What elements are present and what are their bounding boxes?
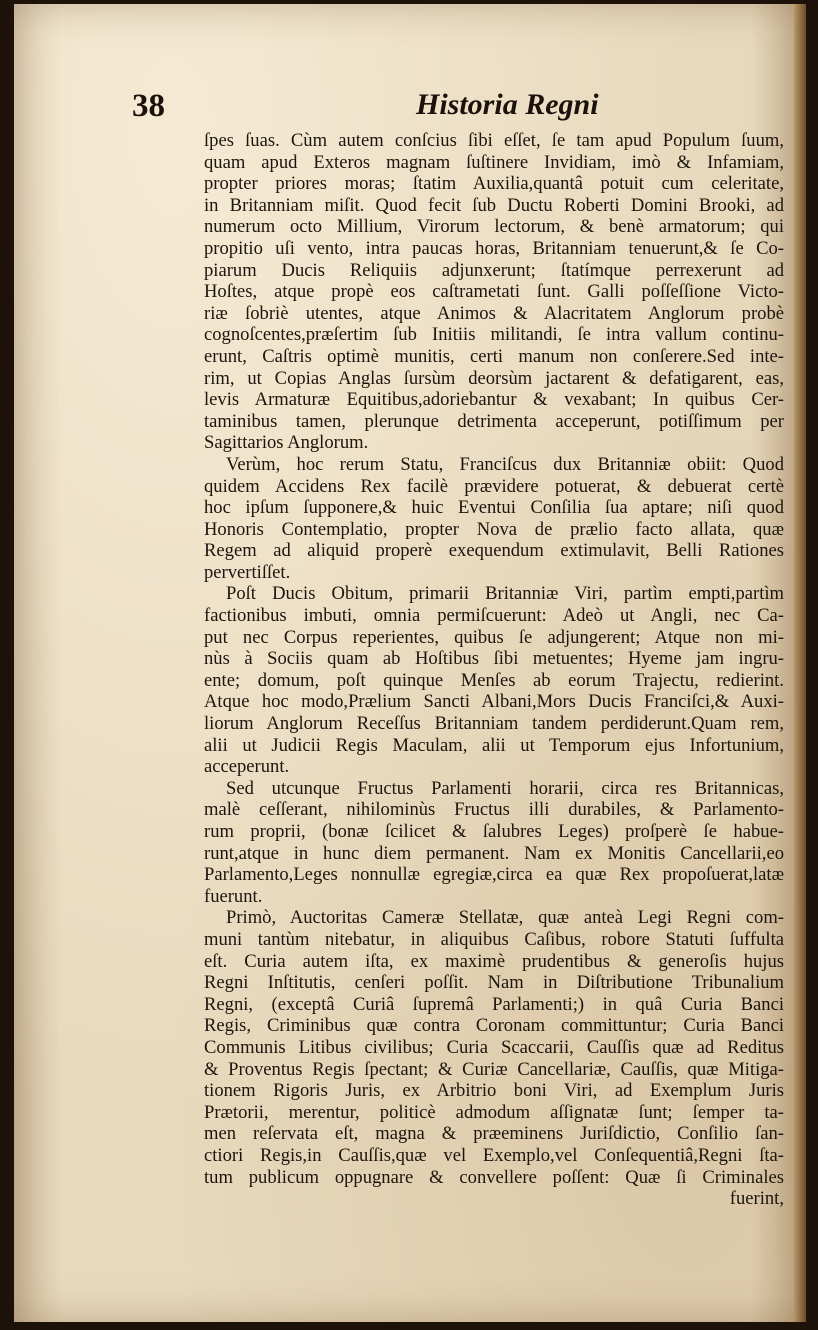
text-line: numerum octo Millium, Virorum lectorum, & benè armatorum; qui xyxy=(204,216,784,238)
text-line: pervertiſſet. xyxy=(204,561,291,583)
text-line: runt,atque in hunc diem permanent. Nam ex Monitis Cancellarii,eo xyxy=(204,842,784,864)
text-line: tionem Rigoris Juris, ex Arbitrio boni Viri, ad Exemplum Juris xyxy=(204,1080,784,1102)
text-line: Hoſtes, atque propè eos caſtrametati ſunt. Galli poſſeſſione Victo- xyxy=(204,281,784,303)
text-line: quam apud Exteros magnam ſuſtinere Invidiam, imò & Infamiam, xyxy=(204,151,784,173)
text-line: propitio uſi vento, intra paucas horas, Britanniam tenuerunt,& ſe Co- xyxy=(204,237,784,259)
text-line: nùs à Sociis quam ab Hoſtibus ſibi metuentes; Hyeme jam ingru- xyxy=(204,648,784,670)
text-line: erunt, Caſtris optimè munitis, certi manum non conſerere.Sed inte- xyxy=(204,345,784,367)
body-text xyxy=(204,130,784,1210)
text-line: alii ut Judicii Regis Maculam, alii ut Temporum ejus Infortunium, xyxy=(204,734,784,756)
text-line: propter priores moras; ſtatim Auxilia,quantâ potuit cum celeritate, xyxy=(204,173,784,195)
page-number: 38 xyxy=(132,88,165,124)
text-line: Parlamento,Leges nonnullæ egregiæ,circa ea quæ Rex propoſuerat,latæ xyxy=(204,864,784,886)
book-page xyxy=(14,4,806,1322)
text-line: hoc ipſum ſupponere,& huic Eventui Conſilia ſua aptare; niſi quod xyxy=(204,497,784,519)
running-title: Historia Regni xyxy=(416,88,599,121)
paragraph-start-line: Poſt Ducis Obitum, primarii Britanniæ Viri, partìm empti,partìm xyxy=(226,583,784,605)
text-line: riæ ſobriè utentes, atque Animos & Alacritatem Anglorum probè xyxy=(204,302,784,324)
text-line: put nec Corpus reperientes, quibus ſe adjungerent; Atque non mi- xyxy=(204,626,784,648)
text-line: piarum Ducis Reliquiis adjunxerunt; ſtatímque perrexerunt ad xyxy=(204,259,784,281)
text-line: Regni Inſtitutis, cenſeri poſſit. Nam in Diſtributione Tribunalium xyxy=(204,972,784,994)
page-gutter-shadow xyxy=(794,4,806,1322)
text-line: men reſervata eſt, magna & præeminens Juriſdictio, Conſilio ſan- xyxy=(204,1123,784,1145)
text-line: Prætorii, merentur, politicè admodum aſſignatæ ſunt; ſemper ta- xyxy=(204,1101,784,1123)
text-line: malè ceſſerant, nihilominùs Fructus illi durabiles, & Parlamento- xyxy=(204,799,784,821)
text-line: quidem Accidens Rex facilè prævidere potuerat, & debuerat certè xyxy=(204,475,784,497)
text-line: tum publicum oppugnare & convellere poſſent: Quæ ſi Criminales xyxy=(204,1166,784,1188)
text-line: muni tantùm nitebatur, in aliquibus Caſibus, robore Statuti ſuffulta xyxy=(204,928,784,950)
text-line: Atque hoc modo,Prælium Sancti Albani,Mors Ducis Franciſci,& Auxi- xyxy=(204,691,784,713)
paragraph-start-line: Sed utcunque Fructus Parlamenti horarii, circa res Britannicas, xyxy=(226,777,784,799)
text-line: Sagittarios Anglorum. xyxy=(204,432,369,454)
text-line: ctiori Regis,in Cauſſis,quæ vel Exemplo,vel Conſequentiâ,Regni ſta- xyxy=(204,1144,784,1166)
catchword-line: fuerint, xyxy=(729,1188,784,1210)
text-line: ſpes ſuas. Cùm autem conſcius ſibi eſſet, ſe tam apud Populum ſuum, xyxy=(204,130,784,151)
text-line: eſt. Curia autem iſta, ex maximè prudentibus & generoſis hujus xyxy=(204,950,784,972)
text-line: Honoris Contemplatio, propter Nova de prælio facto allata, quæ xyxy=(204,518,784,540)
text-line: Regem ad aliquid properè exequendum extimulavit, Belli Rationes xyxy=(204,540,784,562)
paragraph-start-line: Verùm, hoc rerum Statu, Franciſcus dux Britanniæ obiit: Quod xyxy=(226,453,784,475)
text-line: factionibus imbuti, omnia permiſcuerunt: Adeò ut Angli, nec Ca- xyxy=(204,605,784,627)
text-line: & Proventus Regis ſpectant; & Curiæ Cancellariæ, Cauſſis, quæ Mitiga- xyxy=(204,1058,784,1080)
text-line: in Britanniam miſit. Quod fecit ſub Ductu Roberti Domini Brooki, ad xyxy=(204,194,784,216)
text-line: acceperunt. xyxy=(204,756,290,778)
text-line: rim, ut Copias Anglas ſursùm deorsùm jactarent & defatigarent, eas, xyxy=(204,367,784,389)
text-line: liorum Anglorum Receſſus Britanniam tandem perdiderunt.Quam rem, xyxy=(204,713,784,735)
text-line: taminibus tamen, plerunque detrimenta acceperunt, potiſſimum per xyxy=(204,410,784,432)
text-line: cognoſcentes,præſertim ſub Initiis militandi, ſe intra vallum continu- xyxy=(204,324,784,346)
paragraph-start-line: Primò, Auctoritas Cameræ Stellatæ, quæ anteà Legi Regni com- xyxy=(226,907,784,929)
text-line: rum proprii, (bonæ ſcilicet & ſalubres Leges) proſperè ſe habue- xyxy=(204,821,784,842)
text-line: fuerunt. xyxy=(204,885,263,907)
text-line: ente; domum, poſt quinque Menſes ab eorum Trajectu, redierint. xyxy=(204,669,784,691)
text-line: levis Armaturæ Equitibus,adoriebantur & vexabant; In quibus Cer- xyxy=(204,389,784,411)
text-line: Regni, (exceptâ Curiâ ſupremâ Parlamenti;) in quâ Curia Banci xyxy=(204,993,784,1015)
text-line: Communis Litibus civilibus; Curia Scaccarii, Cauſſis quæ ad Reditus xyxy=(204,1036,784,1058)
page-header xyxy=(132,84,602,130)
text-line: Regis, Criminibus quæ contra Coronam committuntur; Curia Banci xyxy=(204,1015,784,1037)
